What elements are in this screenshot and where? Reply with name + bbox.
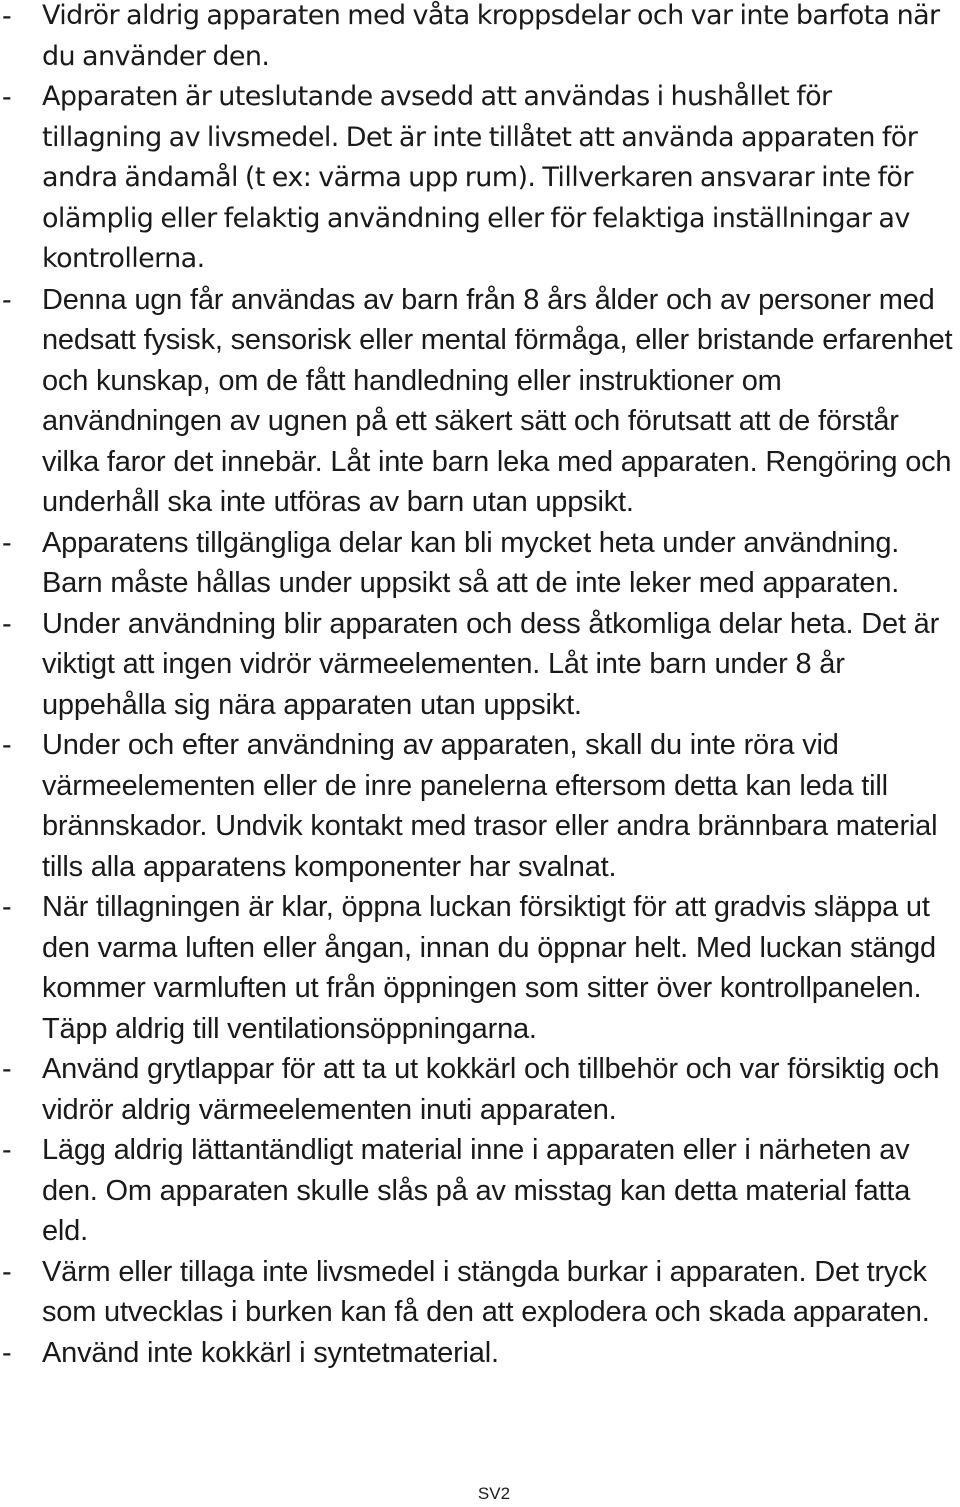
list-item-text: Apparatens tillgängliga delar kan bli mycket heta under användning. Barn måste hållas under uppsikt så att de inte leker med apparaten. — [42, 526, 900, 599]
list-item — [0, 725, 960, 887]
list-item — [0, 1130, 960, 1252]
bullet-dash: - — [2, 1336, 12, 1369]
list-item-text: Använd inte kokkärl i syntetmaterial. — [42, 1336, 499, 1369]
bullet-dash: - — [2, 1053, 12, 1085]
list-item-text: Lägg aldrig lättantändligt material inne i apparaten eller i närheten av den. Om apparaten skulle slås på av misstag kan detta material fatta eld. — [42, 1134, 911, 1247]
list-item-text: Vidrör aldrig apparaten med våta kroppsdelar och var inte barfota när du använder den. — [42, 0, 940, 72]
bullet-dash: - — [2, 283, 12, 316]
list-item — [0, 1252, 960, 1333]
list-item-text: Under användning blir apparaten och dess åtkomliga delar heta. Det är viktigt att ingen vidrör värmeelementen. Låt inte barn under 8 år uppehålla sig nära apparaten utan uppsikt. — [42, 607, 940, 721]
bullet-dash: - — [2, 1255, 12, 1288]
bullet-dash: - — [2, 81, 12, 113]
list-item — [0, 280, 960, 523]
list-item-text: Värm eller tillaga inte livsmedel i stängda burkar i apparaten. Det tryck som utvecklas i burken kan få den att explodera och skada apparaten. — [42, 1255, 930, 1328]
bullet-dash: - — [2, 729, 12, 761]
list-item — [0, 77, 960, 280]
bullet-dash: - — [2, 0, 12, 32]
list-item — [0, 523, 960, 604]
bullet-dash: - — [2, 891, 12, 923]
list-item-text: Under och efter användning av apparaten, skall du inte röra vid värmeelementen eller de inre panelerna eftersom detta kan leda till brännskador. Undvik kontakt med trasor eller andra brännbara material tills alla apparatens komponenter har svalnat. — [42, 729, 938, 883]
list-item — [0, 604, 960, 726]
list-item-text: Apparaten är uteslutande avsedd att användas i hushållet för tillagning av livsmedel. Det är inte tillåtet att använda apparaten för andra ändamål (t ex: värma upp rum). Tillverkaren ansvarar inte för olämplig eller felaktig användning eller för felaktiga inställningar av kontrollerna. — [42, 81, 918, 274]
bullet-dash: - — [2, 526, 12, 559]
list-item — [0, 887, 960, 1049]
list-item — [0, 1333, 960, 1374]
bullet-dash: - — [2, 607, 12, 640]
list-item-text: När tillagningen är klar, öppna luckan försiktigt för att gradvis släppa ut den varma luften eller ångan, innan du öppnar helt. Med luckan stängd kommer varmluften ut från öppningen som sitter över kontrollpanelen. Täpp aldrig till ventilationsöppningarna. — [42, 891, 936, 1045]
list-item — [0, 0, 960, 77]
list-item-text: Denna ugn får användas av barn från 8 års ålder och av personer med nedsatt fysisk, sensorisk eller mental förmåga, eller bristande erfarenhet och kunskap, om de fått handledning eller instruktioner om användningen av ugnen på ett säkert sätt och förutsatt att de förstår vilka faror det innebär. Låt inte barn leka med apparaten. Rengöring och underhåll ska inte utföras av barn utan uppsikt. — [42, 283, 953, 518]
list-item-text: Använd grytlappar för att ta ut kokkärl och tillbehör och var försiktig och vidrör aldrig värmeelementen inuti apparaten. — [42, 1053, 940, 1126]
bullet-dash: - — [2, 1134, 12, 1166]
page-number: SV2 — [477, 1484, 511, 1503]
list-item — [0, 1049, 960, 1130]
